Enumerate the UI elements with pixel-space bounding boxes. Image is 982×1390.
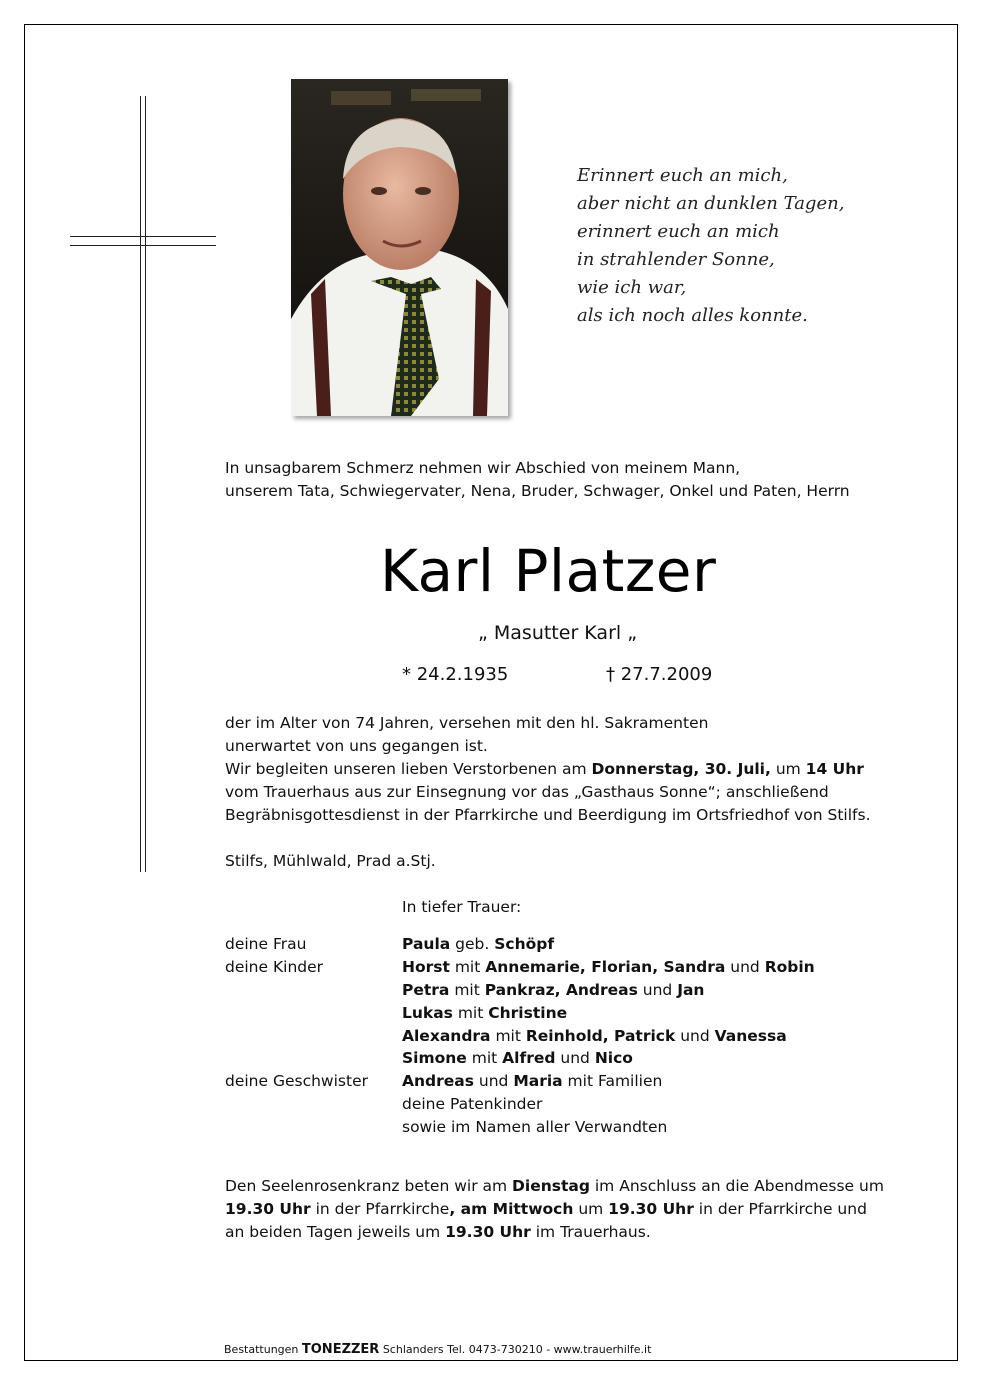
children-label: deine Kinder	[225, 958, 324, 976]
notice-line-2: unerwartet von uns gegangen ist.	[225, 737, 488, 755]
notice-line-5: Begräbnisgottesdienst in der Pfarrkirche und Beerdigung im Ortsfriedhof von Stilfs.	[225, 806, 871, 824]
deceased-nickname: „ Masutter Karl „	[478, 622, 638, 644]
birth-date: * 24.2.1935	[402, 664, 509, 685]
child-entry: Lukas mit Christine	[402, 1004, 568, 1022]
cross-vertical-icon	[140, 96, 146, 872]
portrait-photo	[291, 79, 508, 416]
godchildren-entry: deine Patenkinder	[402, 1095, 543, 1113]
poem-line: wie ich war,	[577, 277, 687, 298]
poem-line: als ich noch alles konnte.	[577, 305, 808, 326]
child-entry: Petra mit Pankraz, Andreas und Jan	[402, 981, 705, 999]
rosary-line-3: an beiden Tagen jeweils um 19.30 Uhr im Trauerhaus.	[225, 1223, 651, 1241]
rosary-line-1: Den Seelenrosenkranz beten wir am Dienstag im Anschluss an die Abendmesse um	[225, 1177, 884, 1195]
intro-line-1: In unsagbarem Schmerz nehmen wir Abschied von meinem Mann,	[225, 459, 741, 477]
poem-line: Erinnert euch an mich,	[577, 165, 788, 186]
notice-line-4: vom Trauerhaus aus zur Einsegnung vor das „Gasthaus Sonne“; anschließend	[225, 783, 829, 801]
places: Stilfs, Mühlwald, Prad a.Stj.	[225, 852, 436, 870]
rosary-line-2: 19.30 Uhr in der Pfarrkirche, am Mittwoch um 19.30 Uhr in der Pfarrkirche und	[225, 1200, 867, 1218]
mourning-header: In tiefer Trauer:	[402, 898, 522, 916]
relatives-entry: sowie im Namen aller Verwandten	[402, 1118, 668, 1136]
poem	[577, 162, 917, 330]
wife-entry: Paula geb. Schöpf	[402, 935, 555, 953]
poem-line: erinnert euch an mich	[577, 221, 780, 242]
child-entry: Alexandra mit Reinhold, Patrick und Vanessa	[402, 1027, 787, 1045]
child-entry: Simone mit Alfred und Nico	[402, 1049, 633, 1067]
deceased-name: Karl Platzer	[380, 537, 717, 605]
death-date: † 27.7.2009	[606, 664, 713, 685]
intro-line-2: unserem Tata, Schwiegervater, Nena, Bruder, Schwager, Onkel und Paten, Herrn	[225, 482, 850, 500]
siblings-label: deine Geschwister	[225, 1072, 368, 1090]
portrait-illustration	[291, 79, 508, 416]
siblings-entry: Andreas und Maria mit Familien	[402, 1072, 663, 1090]
notice-line-1: der im Alter von 74 Jahren, versehen mit den hl. Sakramenten	[225, 714, 709, 732]
poem-line: aber nicht an dunklen Tagen,	[577, 193, 845, 214]
notice-line-3: Wir begleiten unseren lieben Verstorbenen am Donnerstag, 30. Juli, um 14 Uhr	[225, 760, 864, 778]
footer-undertaker: Bestattungen TONEZZER Schlanders Tel. 0473-730210 - www.trauerhilfe.it	[224, 1342, 652, 1357]
child-entry: Horst mit Annemarie, Florian, Sandra und Robin	[402, 958, 815, 976]
cross-horizontal-icon	[70, 236, 216, 246]
wife-label: deine Frau	[225, 935, 307, 953]
poem-line: in strahlender Sonne,	[577, 249, 775, 270]
